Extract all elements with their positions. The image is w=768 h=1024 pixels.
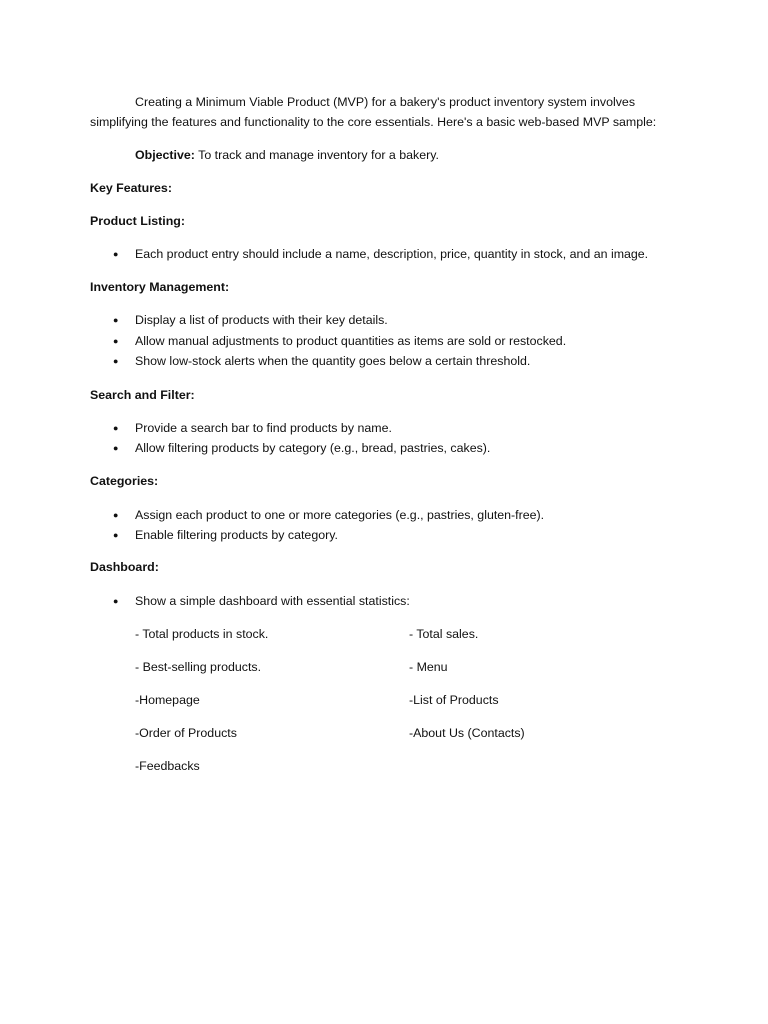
stat-item: -Homepage <box>135 693 200 707</box>
bullet-icon: ● <box>113 336 119 346</box>
bullet-icon: ● <box>113 510 119 520</box>
list-item: Allow manual adjustments to product quantities as items are sold or restocked. <box>135 334 567 348</box>
bullet-icon: ● <box>113 443 119 453</box>
intro-line-2: simplifying the features and functionality to the core essentials. Here's a basic web-based MVP sample: <box>90 115 657 129</box>
list-item: Provide a search bar to find products by name. <box>135 421 392 435</box>
list-item: Assign each product to one or more categories (e.g., pastries, gluten-free). <box>135 508 545 522</box>
dashboard-heading: Dashboard: <box>90 560 159 574</box>
list-item: Display a list of products with their key details. <box>135 313 388 327</box>
bullet-icon: ● <box>113 596 119 606</box>
stat-item: -Feedbacks <box>135 759 200 773</box>
objective-paragraph <box>135 147 439 163</box>
list-item: Show low-stock alerts when the quantity goes below a certain threshold. <box>135 354 531 368</box>
stat-item: -About Us (Contacts) <box>409 726 525 740</box>
key-features-heading: Key Features: <box>90 181 172 195</box>
stat-item: - Menu <box>409 660 448 674</box>
list-item: Allow filtering products by category (e.g., bread, pastries, cakes). <box>135 441 491 455</box>
bullet-icon: ● <box>113 356 119 366</box>
stat-item: -List of Products <box>409 693 499 707</box>
product-listing-heading: Product Listing: <box>90 214 185 228</box>
inventory-management-heading: Inventory Management: <box>90 280 230 294</box>
stat-item: - Total products in stock. <box>135 627 269 641</box>
intro-line-1: Creating a Minimum Viable Product (MVP) for a bakery's product inventory system involves <box>135 95 636 109</box>
stat-item: -Order of Products <box>135 726 237 740</box>
list-item: Each product entry should include a name, description, price, quantity in stock, and an image. <box>135 247 649 261</box>
bullet-icon: ● <box>113 315 119 325</box>
stat-item: - Total sales. <box>409 627 479 641</box>
search-filter-heading: Search and Filter: <box>90 388 195 402</box>
categories-heading: Categories: <box>90 474 159 488</box>
objective-label: Objective: <box>135 148 195 162</box>
bullet-icon: ● <box>113 423 119 433</box>
objective-text: To track and manage inventory for a bakery. <box>194 148 439 162</box>
bullet-icon: ● <box>113 530 119 540</box>
list-item: Enable filtering products by category. <box>135 528 338 542</box>
list-item: Show a simple dashboard with essential statistics: <box>135 594 410 608</box>
bullet-icon: ● <box>113 249 119 259</box>
stat-item: - Best-selling products. <box>135 660 262 674</box>
